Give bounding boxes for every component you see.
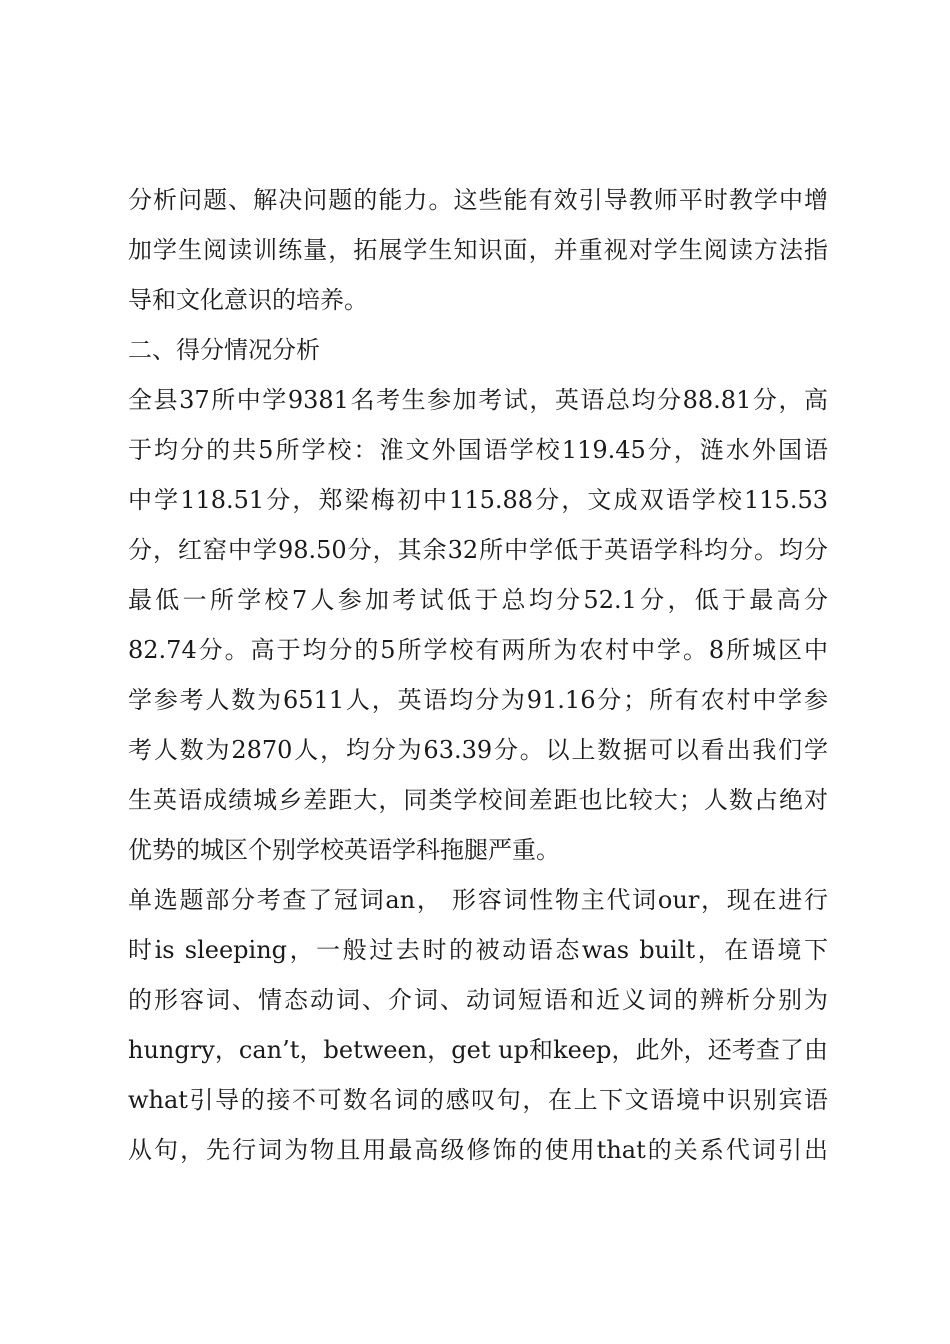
paragraph-line-8: 分，红窑中学98.50分，其余32所中学低于英语学科均分。均分 bbox=[128, 536, 828, 564]
paragraph-line-17: 的形容词、情态动词、介词、动词短语和近义词的辨析分别为 bbox=[128, 986, 828, 1014]
paragraph-line-19: what引导的接不可数名词的感叹句，在上下文语境中识别宾语 bbox=[128, 1086, 828, 1114]
paragraph-line-11: 学参考人数为6511人，英语均分为91.16分；所有农村中学参 bbox=[128, 686, 828, 714]
paragraph-line-7: 中学118.51分，郑梁梅初中115.88分，文成双语学校115.53 bbox=[128, 486, 828, 514]
paragraph-line-14: 优势的城区个别学校英语学科拖腿严重。 bbox=[128, 836, 560, 864]
paragraph-line-18: hungry，can’t，between，get up和keep，此外，还考查了由 bbox=[128, 1036, 828, 1064]
paragraph-line-1: 分析问题、解决问题的能力。这些能有效引导教师平时教学中增 bbox=[128, 186, 828, 214]
paragraph-line-9: 最低一所学校7人参加考试低于总均分52.1分，低于最高分 bbox=[128, 586, 828, 614]
paragraph-line-16: 时is sleeping，一般过去时的被动语态was built，在语境下 bbox=[128, 936, 828, 964]
paragraph-line-20: 从句，先行词为物且用最高级修饰的使用that的关系代词引出 bbox=[128, 1136, 828, 1164]
paragraph-line-13: 生英语成绩城乡差距大，同类学校间差距也比较大；人数占绝对 bbox=[128, 786, 828, 814]
paragraph-line-12: 考人数为2870人，均分为63.39分。以上数据可以看出我们学 bbox=[128, 736, 828, 764]
paragraph-line-10: 82.74分。高于均分的5所学校有两所为农村中学。8所城区中 bbox=[128, 636, 828, 664]
paragraph-line-5: 全县37所中学9381名考生参加考试，英语总均分88.81分，高 bbox=[128, 386, 828, 414]
section-heading: 二、得分情况分析 bbox=[128, 336, 320, 364]
paragraph-line-15: 单选题部分考查了冠词an， 形容词性物主代词our，现在进行 bbox=[128, 886, 828, 914]
paragraph-line-3: 导和文化意识的培养。 bbox=[128, 286, 368, 314]
paragraph-line-6: 于均分的共5所学校：淮文外国语学校119.45分，涟水外国语 bbox=[128, 436, 828, 464]
paragraph-line-2: 加学生阅读训练量，拓展学生知识面，并重视对学生阅读方法指 bbox=[128, 236, 828, 264]
